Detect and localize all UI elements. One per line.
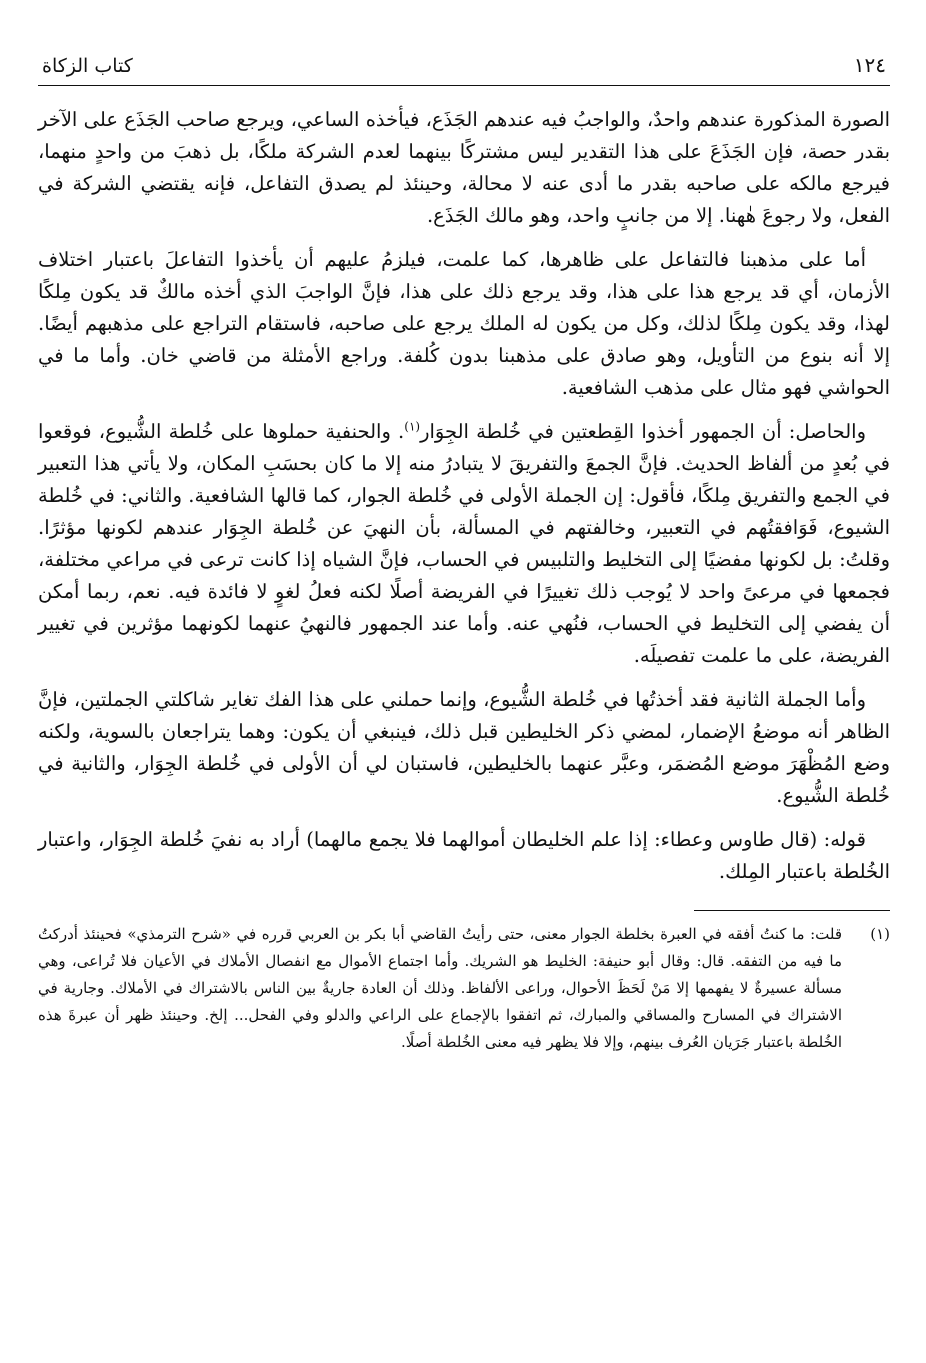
footnote-reference[interactable]: (١) bbox=[404, 419, 421, 434]
paragraph-4: وأما الجملة الثانية فقد أخذتُها في خُلطة الشُّيوع، وإنما حملني على هذا الفك تغاير شاكلتي الجملتين، فإنَّ الظاهر أنه موضعُ الإضمار، لمضي ذكر الخليطين قبل ذلك، فينبغي أن يكون: وهما يتراجعان بالسوية، ولكنه وضع المُظْهَرَ موضع المُضمَر، وعبَّر عنهما بالخليطين، فاستبان لي أن الأولى في خُلطة الجِوَار، والثانية في خُلطة الشُّيوع. bbox=[38, 688, 890, 807]
page-number: ١٢٤ bbox=[853, 53, 886, 77]
paragraph-2: أما على مذهبنا فالتفاعل على ظاهرها، كما علمت، فيلزمُ عليهم أن يأخذوا التفاعلَ باعتبار اختلاف الأزمان، أي قد يرجع هذا على هذا، وقد يرجع ذلك على هذا، فإنَّ الواجبَ الذي أخذه مالكٌ قد يكون مِلكًا لهذا، وقد يكون مِلكًا لذلك، وكل من يكون له الملك يرجع على صاحبه، فاستقام التراجع على مذهبهم أيضًا. إلا أنه بنوع من التأويل، وهو صادق على مذهبنا بدون كُلفة. وراجع الأمثلة من قاضي خان. وأما ما في الحواشي فهو مثال على مذهب الشافعية. bbox=[38, 248, 890, 399]
running-header bbox=[38, 52, 890, 79]
book-page bbox=[38, 52, 890, 1343]
paragraph-3-part-2: . والحنفية حملوها على خُلطة الشُّيوع، فوقعوا في بُعدٍ من ألفاظ الحديث. فإنَّ الجمعَ والتفريقَ لا يتبادرُ منه إلا ما كان بحسَبِ المكان، ولا يأتي هذا التعبير في الجمع والتفريق مِلكًا، فأقول: إن الجملة الأولى في خُلطة الجوار، كما قالها الشافعية. والثاني: في خُلطة الشيوع، فَوَافقتُهم في التعبير، وخالفتهم في المسألة، بأن النهيَ عن خُلطة الجِوَار عندهم لكونها مؤثرًا. وقلتُ: بل لكونها مفضيًا إلى التخليط والتلبيس في الحساب، فإنَّ الشياه إذا كانت ترعى في مراعي مختلفة، فجمعها في مرعىً واحد لا يُوجب ذلك تغييرًا في الفريضة أصلًا لكنه فعلُ لغوٍ لا فائدة فيه. نعم، ربما أمكن أن يفضي إلى التخليط في الحساب، فنُهي عنه. وأما عند الجمهور فالنهيُ عنهما لكونهما مؤثرين في تغيير الفريضة، على ما علمت تفصيلَه. bbox=[38, 420, 890, 667]
book-title: كتاب الزكاة bbox=[42, 55, 133, 77]
footnote bbox=[38, 921, 890, 1056]
paragraph-3 bbox=[38, 416, 890, 672]
paragraph-1: الصورة المذكورة عندهم واحدٌ، والواجبُ فيه عندهم الجَذَع، فيأخذه الساعي، ويرجع صاحب الجَذَع على الآخر بقدر حصة، فإن الجَذَعَ على هذا التقدير ليس مشتركًا بينهما لعدم الشركة ملكًا، بل ذهبَ من واحدٍ منهما، فيرجع مالكه على صاحبه بقدر ما أدى عنه لا محالة، وحينئذ لم يصدق التفاعل، فإنه يقتضي الشركة في الفعل، ولا رجوعَ هٰهنا. إلا من جانبٍ واحد، وهو مالك الجَذَع. bbox=[38, 108, 890, 227]
footnote-number: (١) bbox=[870, 925, 890, 943]
footnote-text: قلت: ما كنتُ أفقه في العبرة بخلطة الجوار معنى، حتى رأيتُ القاضي أبا بكر بن العربي قرره في «شرح الترمذي» فحينئذ أدركتُ ما فيه من التفقه. قال: وقال أبو حنيفة: الخليط هو الشريك. وأما اجتماع الأموال مع انفصال الأملاك في الأعيان فلا تُراعى، وهي مسألة عسيرةٌ لا يفهمها إلا مَنْ لَحَظَ الأحوال، وراعى الألفاظ. وذلك أن العادة جاريةٌ بين الناس بالاشتراك في الأملاك. وجارية في الاشتراك في المسارح والمساقي والمبارك، ثم اتفقوا بالإجماع على الراعي والدلو وفي الفحل... إلخ. وحينئذ ظهر أن عبرةَ هذه الخُلطة باعتبار جَرَيان العُرف بينهم، وإلا فلا يظهر فيه معنى الخُلطة أصلًا. bbox=[38, 925, 842, 1051]
main-text bbox=[38, 104, 890, 888]
header-divider bbox=[38, 85, 890, 86]
paragraph-5: قوله: (قال طاوس وعطاء: إذا علم الخليطان أموالهما فلا يجمع مالهما) أراد به نفيَ خُلطة الجِوَار، واعتبار الخُلطة باعتبار المِلك. bbox=[38, 828, 890, 883]
paragraph-3-part-1: والحاصل: أن الجمهور أخذوا القِطعتين في خُلطة الجِوَار bbox=[420, 420, 866, 443]
footnote-divider bbox=[694, 910, 890, 911]
